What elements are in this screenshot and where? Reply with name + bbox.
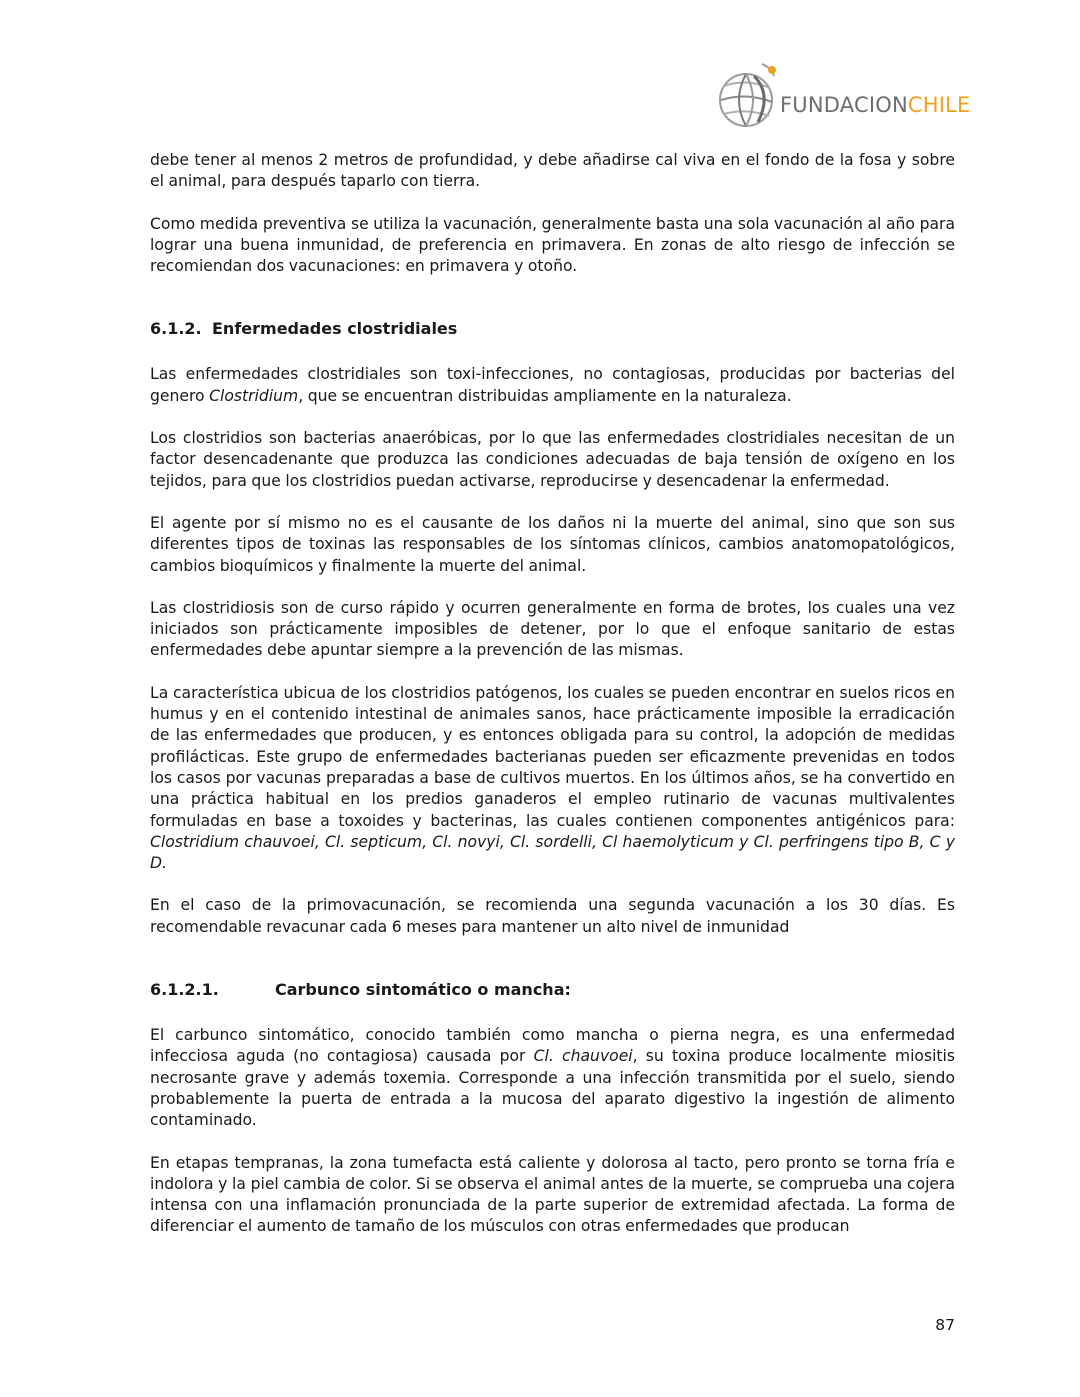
paragraph-text: La característica ubicua de los clostridios patógenos, los cuales se pueden encontrar en suelos ricos en humus y en el contenido intestinal de animales sanos, hace prácticamente imposible la erradicación de las enfermedades que producen, y es entonces obligada para su control, la adopción de medidas profilácticas. Este grupo de enfermedades bacterianas pueden ser eficazmente prevenidas en todos los casos por vacunas preparadas a base de cultivos muertos. En los últimos años, se ha convertido en una práctica habitual en los predios ganaderos el empleo rutinario de vacunas multivalentes formuladas en base a toxoides y bacterinas, las cuales contienen componentes antigénicos para: [150,683,955,830]
section-title: Enfermedades clostridiales [212,319,458,339]
paragraph: Las clostridiosis son de curso rápido y ocurren generalmente en forma de brotes, los cuales una vez iniciados son prácticamente imposibles de detener, por lo que el enfoque sanitario de estas enfermedades debe apuntar siempre a la prevención de las mismas. [150,598,955,660]
paragraph-text: El carbunco sintomático, conocido también como mancha o pierna negra, es una enfermedad infecciosa aguda (no contagiosa) causada por [150,1026,955,1066]
paragraph: En etapas tempranas, la zona tumefacta está caliente y dolorosa al tacto, pero pronto se torna fría e indolora y la piel cambia de color. Si se observa el animal antes de la muerte, se comprueba una cojera intensa con una inflamación pronunciada de la parte superior de extremidad afectada. La forma de diferenciar el aumento de tamaño de los músculos con otras enfermedades que producan [150,1153,955,1236]
paragraph: En el caso de la primovacunación, se recomienda una segunda vacunación a los 30 días. Es recomendable revacunar cada 6 meses para mantener un alto nivel de inmunidad [150,896,955,936]
logo-text-chile: CHILE [907,93,971,117]
document-body [150,150,955,1259]
logo-wordmark [780,93,970,117]
italic-term: Cl. chauvoei [533,1047,633,1066]
section-number: 6.1.2. [150,319,202,339]
section-title: Carbunco sintomático o mancha: [275,980,571,1000]
paragraph [150,1025,955,1131]
section-heading-6-1-2 [150,318,955,340]
section-heading-6-1-2-1 [150,979,955,1001]
italic-species-list: Clostridium chauvoei, Cl. septicum, Cl. novyi, Cl. sordelli, Cl haemolyticum y Cl. perfringens tipo B, C y D. [150,832,955,873]
italic-term: Clostridium [209,386,299,405]
logo-text-fundacion: FUNDACION [780,93,908,117]
paragraph: debe tener al menos 2 metros de profundidad, y debe añadirse cal viva en el fondo de la fosa y sobre el animal, para después taparlo con tierra. [150,151,955,191]
paragraph-text: Las enfermedades clostridiales son toxi-infecciones, no contagiosas, producidas por bacterias del genero [150,365,955,405]
paragraph-text: , que se encuentran distribuidas ampliamente en la naturaleza. [298,386,792,405]
globe-logo-icon [714,60,784,132]
paragraph-text: , su toxina produce localmente miositis necrosante grave y además toxemia. Corresponde a una infección transmitida por el suelo, siendo probablemente la puerta de entrada a la mucosa del aparato digestivo la ingestión de alimento contaminado. [150,1047,956,1130]
fundacion-chile-logo [714,60,971,132]
page-number: 87 [935,1316,955,1334]
paragraph: El agente por sí mismo no es el causante de los daños ni la muerte del animal, sino que son sus diferentes tipos de toxinas las responsables de los síntomas clínicos, cambios anatomopatológicos, cambios bioquímicos y finalmente la muerte del animal. [150,513,955,575]
section-number: 6.1.2.1. [150,980,219,1000]
paragraph [150,364,955,407]
paragraph: Los clostridios son bacterias anaeróbicas, por lo que las enfermedades clostridiales necesitan de un factor desencadenante que produzca las condiciones adecuadas de baja tensión de oxígeno en los tejidos, para que los clostridios puedan activarse, reproducirse y desencadenar la enfermedad. [150,429,955,490]
paragraph: Como medida preventiva se utiliza la vacunación, generalmente basta una sola vacunación al año para lograr una buena inmunidad, de preferencia en primavera. En zonas de alto riesgo de infección se recomiendan dos vacunaciones: en primavera y otoño. [150,214,955,276]
paragraph [150,683,955,875]
